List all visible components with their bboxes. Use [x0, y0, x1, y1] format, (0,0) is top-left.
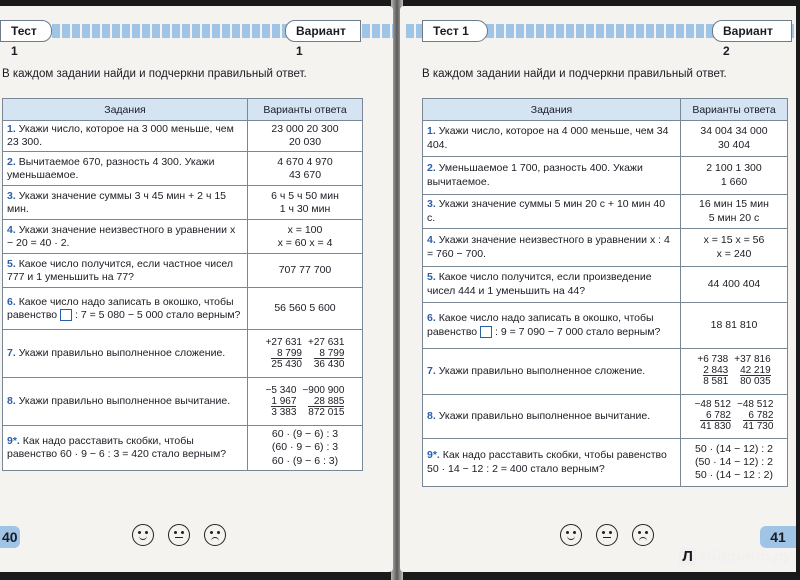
- right-page: [400, 6, 796, 572]
- answer-options[interactable]: [248, 330, 363, 378]
- task-text: [3, 121, 248, 152]
- operand: 42 219: [740, 365, 771, 377]
- task-row: [423, 303, 788, 349]
- answer-options[interactable]: x = 100 x = 60 x = 4: [248, 220, 363, 254]
- answer-options[interactable]: 44 400 404: [681, 267, 788, 303]
- test-label: Тест 1: [0, 20, 52, 42]
- task-number: 4.: [7, 223, 16, 236]
- answer-options[interactable]: 50 · (14 − 12) : 2 (50 · 14 − 12) : 2 50 · (14 − 12 : 2): [681, 439, 788, 487]
- col-tasks-header: Задания: [423, 99, 681, 121]
- task-text: [3, 220, 248, 254]
- task-row: [423, 157, 788, 195]
- task-number: 8.: [427, 409, 436, 422]
- task-text-part: Укажи число, которое на 3 000 меньше, чем 23 300.: [7, 123, 234, 149]
- task-row: [3, 426, 363, 470]
- instruction: В каждом задании найди и подчеркни правильный ответ.: [2, 68, 307, 80]
- result: 80 035: [740, 376, 771, 388]
- instruction: В каждом задании найди и подчеркни правильный ответ.: [422, 68, 727, 80]
- operand: 6 782: [748, 410, 774, 422]
- operand: 900 900: [308, 384, 345, 396]
- page-number: 41: [760, 526, 796, 548]
- task-text-part: Вычитаемое 670, разность 4 300. Укажи уменьшаемое.: [7, 155, 215, 181]
- task-number: 7.: [7, 347, 16, 360]
- smile-face-icon[interactable]: [560, 524, 582, 546]
- task-number: 2.: [7, 155, 16, 168]
- task-text-part: Уменьшаемое 1 700, разность 400. Укажи вычитаемое.: [427, 162, 643, 188]
- task-text: [3, 254, 248, 288]
- task-text-part: Укажи значение суммы 5 мин 20 с + 10 мин 40 с.: [427, 198, 666, 224]
- task-row: [423, 439, 788, 487]
- task-row: [423, 229, 788, 267]
- self-assessment-faces: [560, 524, 654, 546]
- task-row: [3, 330, 363, 378]
- operand: 6 782: [705, 410, 731, 422]
- task-text-part: Как надо расставить скобки, чтобы равенство 60 · 9 − 6 : 3 = 420 стало верным?: [7, 434, 227, 460]
- operator: −: [265, 384, 272, 396]
- task-row: [3, 186, 363, 220]
- task-number: 8.: [7, 395, 16, 408]
- answer-options[interactable]: 56 560 5 600: [248, 288, 363, 330]
- task-text-part: Укажи значение неизвестного в уравнении x : 4 = 760 − 700.: [427, 234, 670, 260]
- task-number: 9*.: [7, 434, 20, 447]
- task-text: [423, 121, 681, 157]
- operator: −: [737, 399, 743, 411]
- column-calculation[interactable]: [695, 399, 731, 432]
- operand: 48 512: [742, 399, 774, 411]
- task-text-part: Укажи правильно выполненное сложение.: [438, 364, 646, 377]
- task-row: [3, 220, 363, 254]
- left-page: [0, 6, 393, 572]
- task-row: [423, 395, 788, 439]
- operator: +: [734, 354, 741, 366]
- task-text: [3, 378, 248, 426]
- task-row: [3, 378, 363, 426]
- task-text-part: Как надо расставить скобки, чтобы равенство 50 · 14 − 12 : 2 = 400 стало верным?: [427, 449, 667, 475]
- left-header: [0, 20, 393, 58]
- answer-box[interactable]: [60, 309, 72, 321]
- variant-label: Вариант 2: [712, 20, 792, 42]
- task-text-part: Укажи правильно выполненное вычитание.: [18, 395, 231, 408]
- operand: 1 967: [271, 395, 297, 407]
- column-calculation[interactable]: [697, 354, 728, 387]
- answer-options[interactable]: 4 670 4 970 43 670: [248, 152, 363, 186]
- test-label: Тест 1: [422, 20, 488, 42]
- result: 8 581: [703, 376, 729, 388]
- variant-label: Вариант 1: [285, 20, 361, 42]
- self-assessment-faces: [132, 524, 226, 546]
- task-text: [3, 330, 248, 378]
- result: 872 015: [308, 406, 345, 418]
- col-answers-header: Варианты ответа: [681, 99, 788, 121]
- operand: 2 843: [703, 365, 729, 377]
- task-text: [423, 395, 681, 439]
- operand: 8 799: [276, 347, 302, 359]
- task-row: [3, 121, 363, 152]
- answer-options[interactable]: x = 15 x = 56 x = 240: [681, 229, 788, 267]
- operator: −: [302, 384, 309, 396]
- task-number: 3.: [427, 198, 436, 211]
- tasks-body: [3, 121, 363, 471]
- column-calculation[interactable]: [308, 337, 344, 370]
- task-text: [423, 349, 681, 395]
- column-calculation[interactable]: [266, 337, 302, 370]
- task-row: [423, 267, 788, 303]
- operator: −: [694, 399, 701, 411]
- task-text: [423, 303, 681, 349]
- task-text-part: Укажи правильно выполненное вычитание.: [438, 409, 651, 422]
- operator: +: [265, 336, 272, 348]
- task-number: 5.: [427, 271, 436, 284]
- answer-options[interactable]: 23 000 20 300 20 030: [248, 121, 363, 152]
- column-calculation[interactable]: [302, 385, 344, 418]
- task-text: [423, 229, 681, 267]
- task-number: 5.: [7, 257, 16, 270]
- operand: 6 738: [703, 354, 729, 366]
- task-text: [3, 426, 248, 470]
- col-answers-header: Варианты ответа: [248, 99, 363, 121]
- operand: 37 816: [740, 354, 771, 366]
- task-number: 3.: [7, 189, 16, 202]
- task-text: [423, 267, 681, 303]
- answer-options[interactable]: [248, 378, 363, 426]
- task-text-part: Укажи значение суммы 3 ч 45 мин + 2 ч 15 мин.: [7, 189, 227, 215]
- task-row: [3, 152, 363, 186]
- operator: +: [697, 354, 704, 366]
- task-row: [3, 254, 363, 288]
- task-text-part: Какое число надо записать в окошко, чтобы равенство: [427, 312, 654, 338]
- task-text-part: Какое число надо записать в окошко, чтобы равенство: [7, 295, 234, 321]
- result: 41 730: [742, 421, 774, 433]
- sad-face-icon[interactable]: [204, 524, 226, 546]
- tasks-table: [422, 98, 788, 487]
- operand: 5 340: [271, 384, 297, 396]
- task-number: 7.: [427, 364, 436, 377]
- result: 41 830: [700, 421, 731, 433]
- task-text: [3, 152, 248, 186]
- task-number: 6.: [427, 312, 436, 325]
- task-number: 6.: [7, 295, 16, 308]
- task-number: 4.: [427, 234, 436, 247]
- task-text: [3, 288, 248, 330]
- task-number: 1.: [427, 125, 436, 138]
- operator: +: [308, 336, 314, 348]
- task-text: [423, 195, 681, 229]
- result: 36 430: [313, 358, 345, 370]
- task-text-part: Укажи правильно выполненное сложение.: [18, 347, 226, 360]
- answer-options[interactable]: 34 004 34 000 30 404: [681, 121, 788, 157]
- task-number: 9*.: [427, 449, 440, 462]
- column-calculation[interactable]: [266, 385, 297, 418]
- right-header: [400, 20, 796, 58]
- answer-options[interactable]: 18 81 810: [681, 303, 788, 349]
- answer-options[interactable]: 60 · (9 − 6) : 3 (60 · 9 − 6) : 3 60 · (9 − 6 : 3): [248, 426, 363, 470]
- operand: 27 631: [271, 336, 302, 348]
- column-calculation[interactable]: [737, 399, 773, 432]
- task-text: [423, 157, 681, 195]
- operand: 27 631: [313, 336, 345, 348]
- neutral-face-icon[interactable]: [168, 524, 190, 546]
- answer-options[interactable]: 2 100 1 300 1 660: [681, 157, 788, 195]
- operand: 28 885: [313, 395, 345, 407]
- answer-options[interactable]: 707 77 700: [248, 254, 363, 288]
- sad-face-icon[interactable]: [632, 524, 654, 546]
- watermark: Л абиринт.ру: [679, 548, 792, 565]
- task-number: 2.: [427, 162, 436, 175]
- tasks-body: [423, 121, 788, 487]
- task-number: 1.: [7, 123, 16, 135]
- result: 25 430: [271, 358, 302, 370]
- task-row: [423, 121, 788, 157]
- task-text-part: Какое число получится, если частное чисел 777 и 1 уменьшить на 77?: [7, 257, 233, 283]
- answer-options[interactable]: [681, 395, 788, 439]
- answer-options[interactable]: 6 ч 5 ч 50 мин 1 ч 30 мин: [248, 186, 363, 220]
- task-text-part: : 7 = 5 080 − 5 000 стало верным?: [74, 308, 241, 321]
- column-calculation[interactable]: [734, 354, 770, 387]
- answer-options[interactable]: 16 мин 15 мин 5 мин 20 с: [681, 195, 788, 229]
- task-text-part: : 9 = 7 090 − 7 000 стало верным?: [494, 325, 661, 338]
- task-text-part: Укажи значение неизвестного в уравнении x − 20 = 40 · 2.: [7, 223, 236, 249]
- neutral-face-icon[interactable]: [596, 524, 618, 546]
- tasks-table: [2, 98, 363, 471]
- task-row: [3, 288, 363, 330]
- answer-options[interactable]: [681, 349, 788, 395]
- page-number: 40: [0, 526, 20, 548]
- operand: 8 799: [319, 347, 345, 359]
- task-text: [423, 439, 681, 487]
- task-text-part: Какое число получится, если произведение чисел 444 и 1 уменьшить на 44?: [427, 271, 652, 297]
- smile-face-icon[interactable]: [132, 524, 154, 546]
- task-row: [423, 349, 788, 395]
- col-tasks-header: Задания: [3, 99, 248, 121]
- result: 3 383: [271, 406, 297, 418]
- task-row: [423, 195, 788, 229]
- task-text-part: Укажи число, которое на 4 000 меньше, чем 34 404.: [427, 125, 669, 151]
- operand: 48 512: [700, 399, 731, 411]
- task-text: [3, 186, 248, 220]
- answer-box[interactable]: [480, 326, 492, 338]
